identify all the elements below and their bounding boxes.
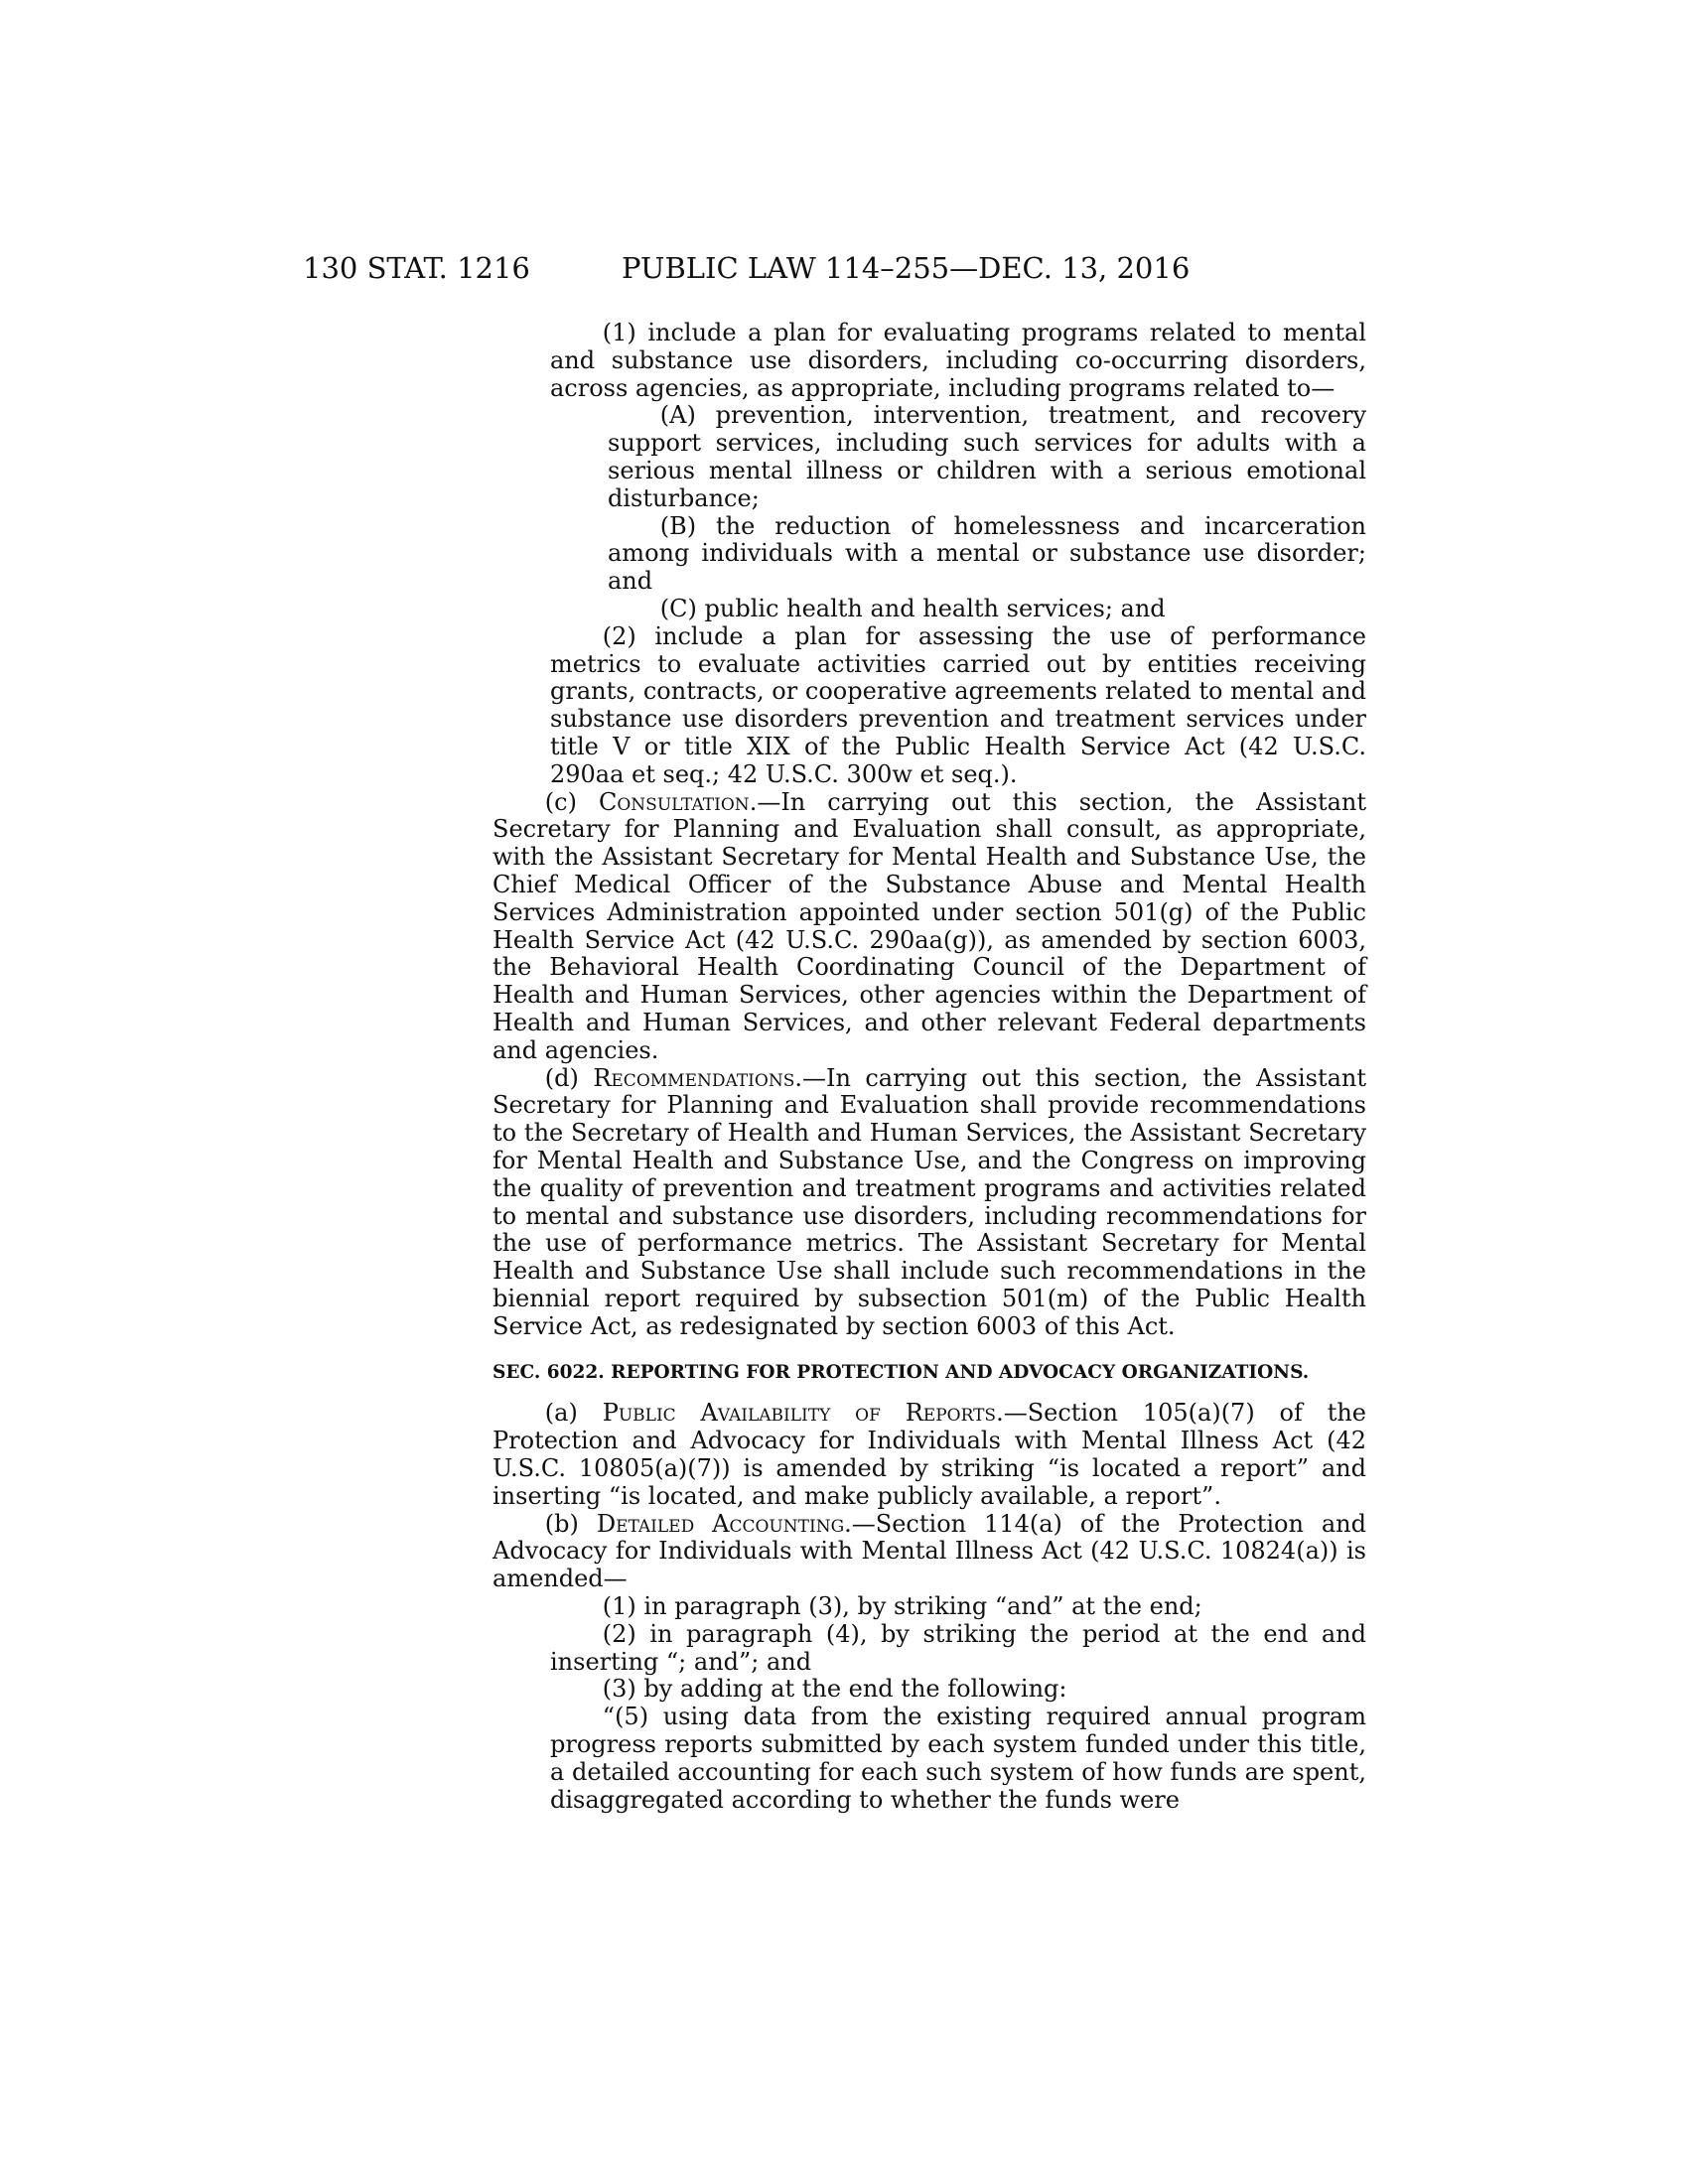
paragraph-1: (1) include a plan for evaluating programs related to mental and substance use disorders, including co-occurring disorders, across agencies, as appropriate, including programs related to— [550,319,1366,402]
subsection-d-label: (d) [544,1063,594,1092]
paragraph-b3: (3) by adding at the end the following: [602,1675,1067,1704]
subsection-d-heading: Recommendations [593,1063,795,1092]
running-head [303,248,1296,288]
subsection-b-text: .—Section 114(a) of the Protection and Advocacy for Individuals with Mental Illness Act (42 U.S.C. 10824(a)) is amended— [492,1509,1366,1593]
subparagraph-1b: (B) the reduction of homelessness and incarceration among individuals with a mental or substance use disorder; and [608,511,1366,596]
paragraph-2: (2) include a plan for assessing the use of performance metrics to evaluate activities carried out by entities receiving grants, contracts, or cooperative agreements related to mental and substance use disorders prevention and treatment services under title V or title XIX of the Public Health Service Act (42 U.S.C. 290aa et seq.; 42 U.S.C. 300w et seq.). [550,621,1366,788]
subparagraph-1c: (C) public health and health services; and [659,594,1166,622]
subsection-b-heading: Detailed Accounting [596,1509,845,1538]
subsection-a [492,1400,1366,1510]
paragraph-b1: (1) in paragraph (3), by striking “and” at the end; [602,1592,1202,1621]
subsection-a-text: .—Section 105(a)(7) of the Protection and Advocacy for Individuals with Mental Illness Act (42 U.S.C. 10805(a)(7)) is amended by striking “is located a report” and inserting “is located, and make publicly available, a report”. [492,1399,1367,1510]
subsection-c-text: .—In carrying out this section, the Assistant Secretary for Planning and Evaluation shall consult, as appropriate, with the Assistant Secretary for Mental Health and Substance Use, the Chief Medical Officer of the Substance Abuse and Mental Health Services Administration appointed under section 501(g) of the Public Health Service Act (42 U.S.C. 290aa(g)), as amended by section 6003, the Behavioral Health Coordinating Council of the Department of Health and Human Services, other agencies within the Department of Health and Human Services, and other relevant Federal departments and agencies. [492,787,1366,1064]
subsection-a-heading: Public Availability of Reports [602,1399,997,1428]
subparagraph-1a: (A) prevention, intervention, treatment, and recovery support services, including such services for adults with a serious mental illness or children with a serious emotional disturbance; [608,401,1366,512]
subsection-c [492,789,1366,1065]
subsection-d-text: .—In carrying out this section, the Assistant Secretary for Planning and Evaluation shall provide recommendations to the Secretary of Health and Human Services, the Assistant Secretary for Mental Health and Substance Use, and the Congress on improving the quality of prevention and treatment programs and activities related to mental and substance use disorders, including recommendations for the use of performance metrics. The Assistant Secretary for Mental Health and Substance Use shall include such recommendations in the biennial report required by subsection 501(m) of the Public Health Service Act, as redesignated by section 6003 of this Act. [492,1063,1367,1340]
subsection-a-label: (a) [544,1399,603,1428]
subsection-b-label: (b) [544,1509,597,1538]
statute-text [492,320,1366,1814]
page-reference: 130 STAT. 1216 [303,251,530,285]
section-heading: SEC. 6022. REPORTING FOR PROTECTION AND ADVOCACY ORGANIZATIONS. [492,1362,1310,1384]
subsection-b [492,1511,1366,1593]
subsection-c-heading: Consultation [599,787,750,816]
law-title: PUBLIC LAW 114–255—DEC. 13, 2016 [622,251,1191,285]
quoted-paragraph-5: “(5) using data from the existing required annual program progress reports submitted by each system funded under this title, a detailed accounting for each such system of how funds are spent, disaggregated according to whether the funds were [550,1703,1366,1814]
paragraph-b2: (2) in paragraph (4), by striking the period at the end and inserting “; and”; and [550,1619,1366,1676]
subsection-c-label: (c) [544,787,599,816]
subsection-d [492,1065,1366,1341]
